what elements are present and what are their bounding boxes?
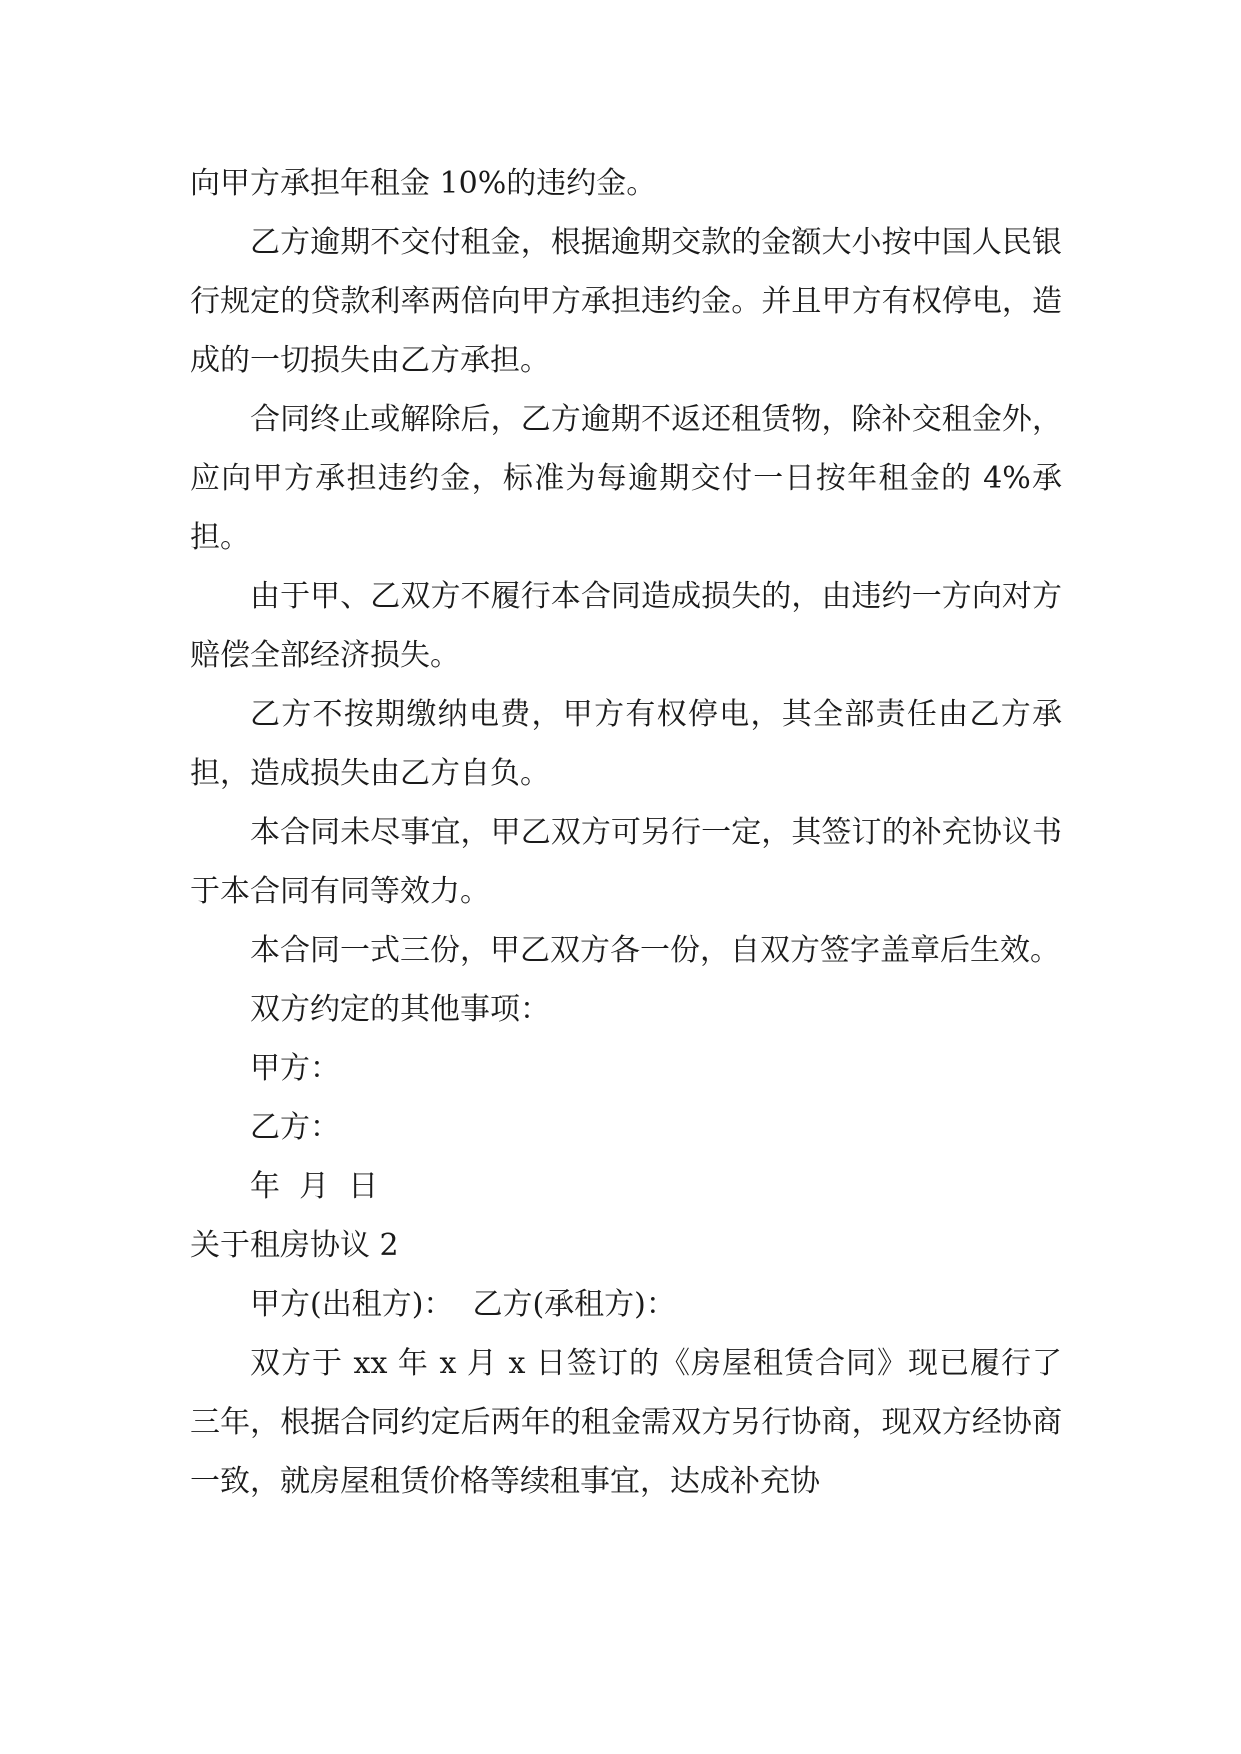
paragraph-breach-compensation: 由于甲、乙双方不履行本合同造成损失的，由违约一方向对方赔偿全部经济损失。 (190, 579, 1062, 673)
section-title: 关于租房协议 2 (190, 1228, 399, 1263)
paragraph-return-property: 合同终止或解除后，乙方逾期不返还租赁物，除补交租金外，应向甲方承担违约金，标准为每逾期交付一日按年租金的 4%承担。 (190, 402, 1062, 555)
paragraph-renewal-intro: 双方于 xx 年 x 月 x 日签订的《房屋租赁合同》现已履行了三年，根据合同约定后两年的租金需双方另行协商，现双方经协商一致，就房屋租赁价格等续租事宜，达成补充协 (190, 1346, 1062, 1499)
parties-line: 甲方(出租方)： 乙方(承租方)： (250, 1287, 676, 1322)
paragraph-electricity-fee: 乙方不按期缴纳电费，甲方有权停电，其全部责任由乙方承担，造成损失由乙方自负。 (190, 697, 1062, 791)
paragraph-penalty-tail: 向甲方承担年租金 10%的违约金。 (190, 166, 657, 201)
signature-party-b: 乙方： (250, 1110, 340, 1145)
paragraph-supplementary-agreement: 本合同未尽事宜，甲乙双方可另行一定，其签订的补充协议书于本合同有同等效力。 (190, 815, 1062, 909)
paragraph-copies: 本合同一式三份，甲乙双方各一份，自双方签字盖章后生效。 (250, 933, 1060, 968)
paragraph-other-matters: 双方约定的其他事项： (250, 992, 550, 1027)
paragraph-late-rent: 乙方逾期不交付租金，根据逾期交款的金额大小按中国人民银行规定的贷款利率两倍向甲方承担违约金。并且甲方有权停电，造成的一切损失由乙方承担。 (190, 225, 1062, 378)
document-body (190, 154, 1062, 1511)
signature-party-a: 甲方： (250, 1051, 340, 1086)
signature-date: 年 月 日 (250, 1169, 379, 1204)
